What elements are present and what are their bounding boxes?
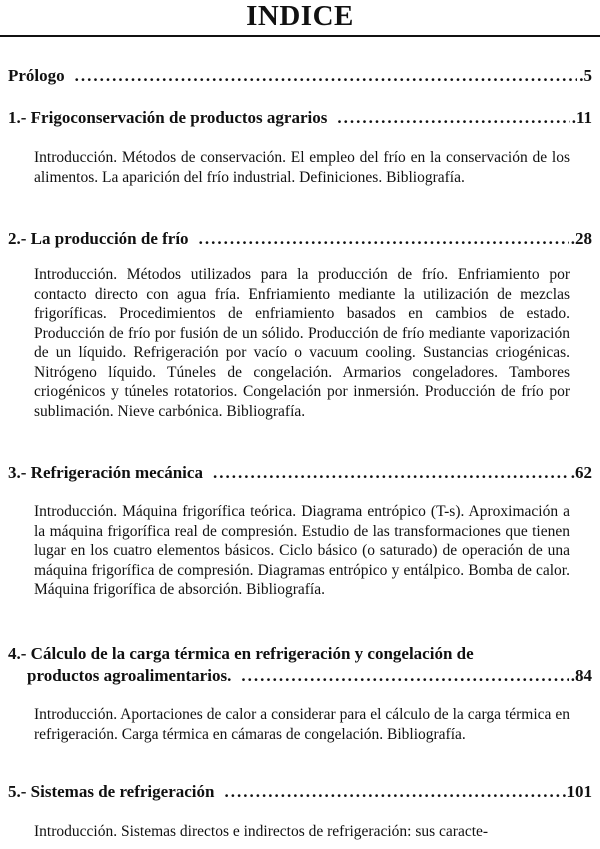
toc-entry-title-continued: productos agroalimentarios. — [27, 666, 232, 685]
toc-entry-summary: Introducción. Sistemas directos e indirectos de refrigeración: sus caracte- — [34, 823, 489, 840]
toc-entry-summary: Introducción. Métodos de conservación. El empleo del frío en la conservación de los alimentos. La aparición del frío industrial. Definiciones. Bibliografía. — [34, 149, 570, 186]
page-title: INDICE — [246, 0, 354, 32]
toc-page-number: .84 — [570, 666, 592, 685]
toc-entry-title: 4.- Cálculo de la carga térmica en refrigeración y congelación de — [8, 644, 474, 663]
leader-dots — [75, 65, 578, 87]
toc-entry-summary: Introducción. Máquina frigorífica teórica. Diagrama entrópico (T-s). Aproximación a la máquina frigorífica real de compresión. Estudio de las transformaciones que tienen lugar en los cuatro elementos básicos. Ciclo básico (o saturado) de operación de una máquina frigorífica de compresión. Diagramas entrópico y entálpico. Bomba de calor. Máquina frigorífica de absorción. Bibliografía. — [34, 503, 570, 598]
leader-dots — [337, 107, 569, 129]
toc-entry-chapter-4[interactable] — [8, 643, 592, 687]
leader-dots — [213, 462, 569, 484]
toc-entry-chapter-2[interactable] — [8, 228, 592, 250]
toc-entry-title: 1.- Frigoconservación de productos agrarios — [8, 108, 328, 127]
toc-entry-summary: Introducción. Métodos utilizados para la producción de frío. Enfriamiento por contacto directo con agua fría. Enfriamiento mediante la utilización de mezclas frigoríficas. Procedimientos de enfriamiento basados en cambios de estado. Producción de frío por fusión de un sólido. Producción de frío mediante vaporización de un líquido. Refrigeración por vacío o vacuum cooling. Sustancias criogénicas. Nitrógeno líquido. Túneles de congelación. Armarios congeladores. Tambores criogénicos y túneles rotatorios. Congelación por inmersión. Producción de frío por sublimación. Nieve carbónica. Bibliografía. — [34, 266, 570, 420]
toc-page-number: .62 — [570, 463, 592, 482]
toc-entry-chapter-5[interactable] — [8, 781, 592, 803]
title-rule — [0, 35, 600, 37]
toc-entry-title: 3.- Refrigeración mecánica — [8, 463, 203, 482]
toc-entry-chapter-1[interactable] — [8, 107, 592, 129]
toc-page-number: .28 — [570, 229, 592, 248]
leader-dots — [199, 228, 569, 250]
toc-page-number: .5 — [579, 66, 592, 85]
toc-entry-prologo[interactable] — [8, 65, 592, 87]
toc-page-number: .101 — [562, 782, 592, 801]
leader-dots — [224, 781, 560, 803]
toc-entry-chapter-3[interactable] — [8, 462, 592, 484]
toc-entry-title: 2.- La producción de frío — [8, 229, 189, 248]
leader-dots — [241, 665, 568, 687]
toc-page-number: .11 — [571, 108, 592, 127]
toc-entry-title: 5.- Sistemas de refrigeración — [8, 782, 215, 801]
toc-entry-summary: Introducción. Aportaciones de calor a considerar para el cálculo de la carga térmica en refrigeración. Carga térmica en cámaras de congelación. Bibliografía. — [34, 706, 570, 743]
toc-entry-title: Prólogo — [8, 66, 65, 85]
